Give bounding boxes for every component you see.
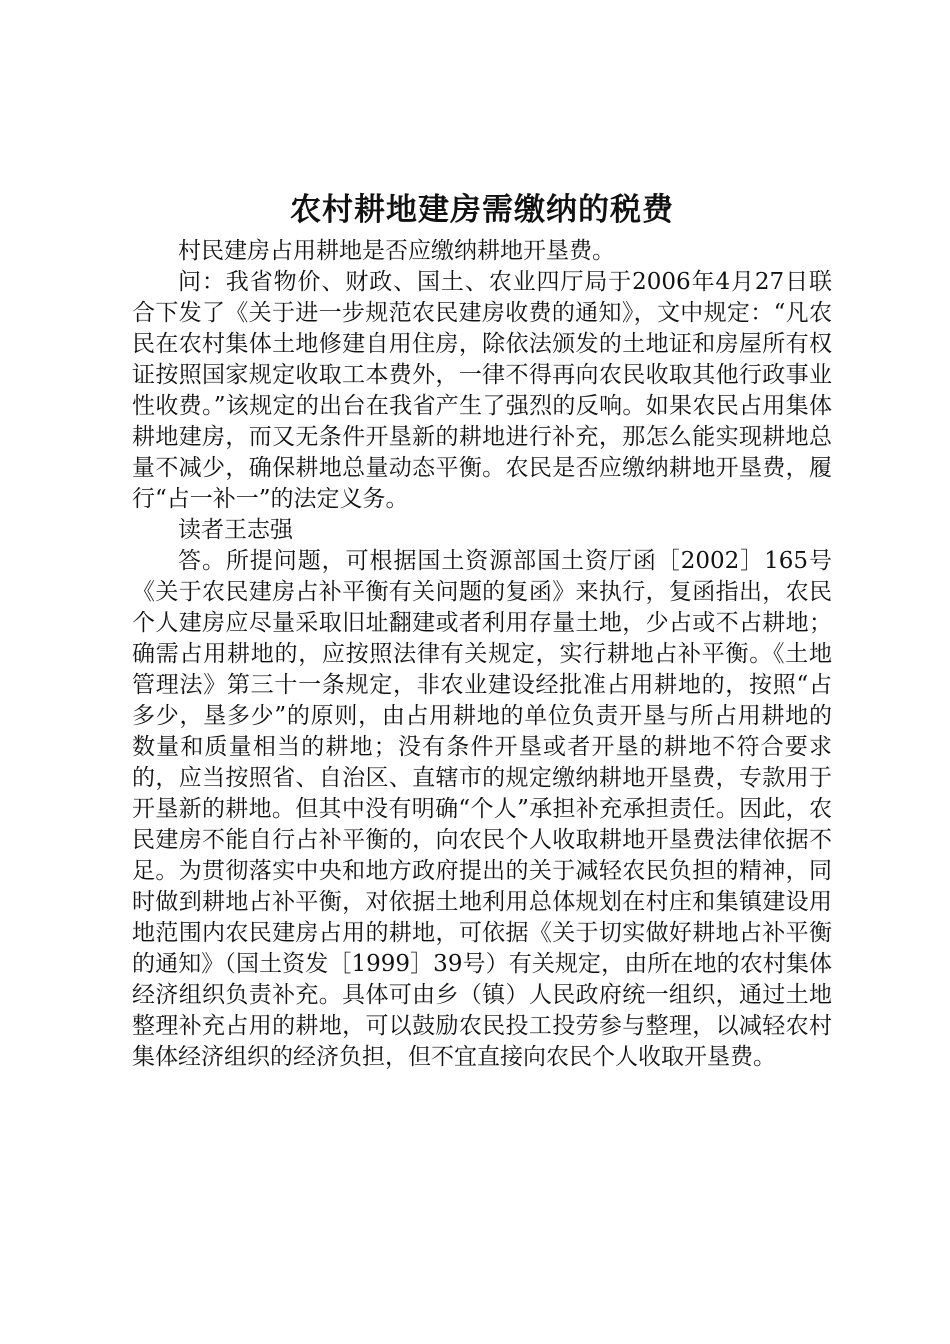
question-intro-paragraph: 村民建房占用耕地是否应缴纳耕地开垦费。 bbox=[178, 238, 615, 264]
document-title: 农村耕地建房需缴纳的税费 bbox=[290, 192, 674, 228]
answer-paragraph: 答。所提问题，可根据国土资源部国土资厅函［2002］165号《关于农民建房占补平衡有关问题的复函》来执行，复函指出，农民个人建房应尽量采取旧址翻建或者利用存量土地，少占或不占耕地；确需占用耕地的，应按照法律有关规定，实行耕地占补平衡。《土地管理法》第三十一条规定，非农业建设经批准占用耕地的，按照“占多少，垦多少”的原则，由占用耕地的单位负责开垦与所占用耕地的数量和质量相当的耕地；没有条件开垦或者开垦的耕地不符合要求的，应当按照省、自治区、直辖市的规定缴纳耕地开垦费，专款用于开垦新的耕地。但其中没有明确“个人”承担补充承担责任。因此，农民建房不能自行占补平衡的，向农民个人收取耕地开垦费法律依据不足。为贯彻落实中央和地方政府提出的关于减轻农民负担的精神，同时做到耕地占补平衡，对依据土地利用总体规划在村庄和集镇建设用地范围内农民建房占用的耕地，可依据《关于切实做好耕地占补平衡的通知》（国土资发［1999］39号）有关规定，由所在地的农村集体经济组织负责补充。具体可由乡（镇）人民政府统一组织，通过土地整理补充占用的耕地，可以鼓励农民投工投劳参与整理，以减轻农村集体经济组织的经济负担，但不宜直接向农民个人收取开垦费。 bbox=[132, 548, 832, 1070]
document-page bbox=[132, 184, 832, 1073]
reader-name-paragraph: 读者王志强 bbox=[178, 517, 293, 543]
question-paragraph: 问：我省物价、财政、国土、农业四厅局于2006年4月27日联合下发了《关于进一步规范农民建房收费的通知》，文中规定：“凡农民在农村集体土地修建自用住房，除依法颁发的土地证和房屋所有权证按照国家规定收取工本费外，一律不得再向农民收取其他行政事业性收费。”该规定的出台在我省产生了强烈的反响。如果农民占用集体耕地建房，而又无条件开垦新的耕地进行补充，那怎么能实现耕地总量不减少，确保耕地总量动态平衡。农民是否应缴纳耕地开垦费，履行“占一补一”的法定义务。 bbox=[132, 269, 832, 512]
